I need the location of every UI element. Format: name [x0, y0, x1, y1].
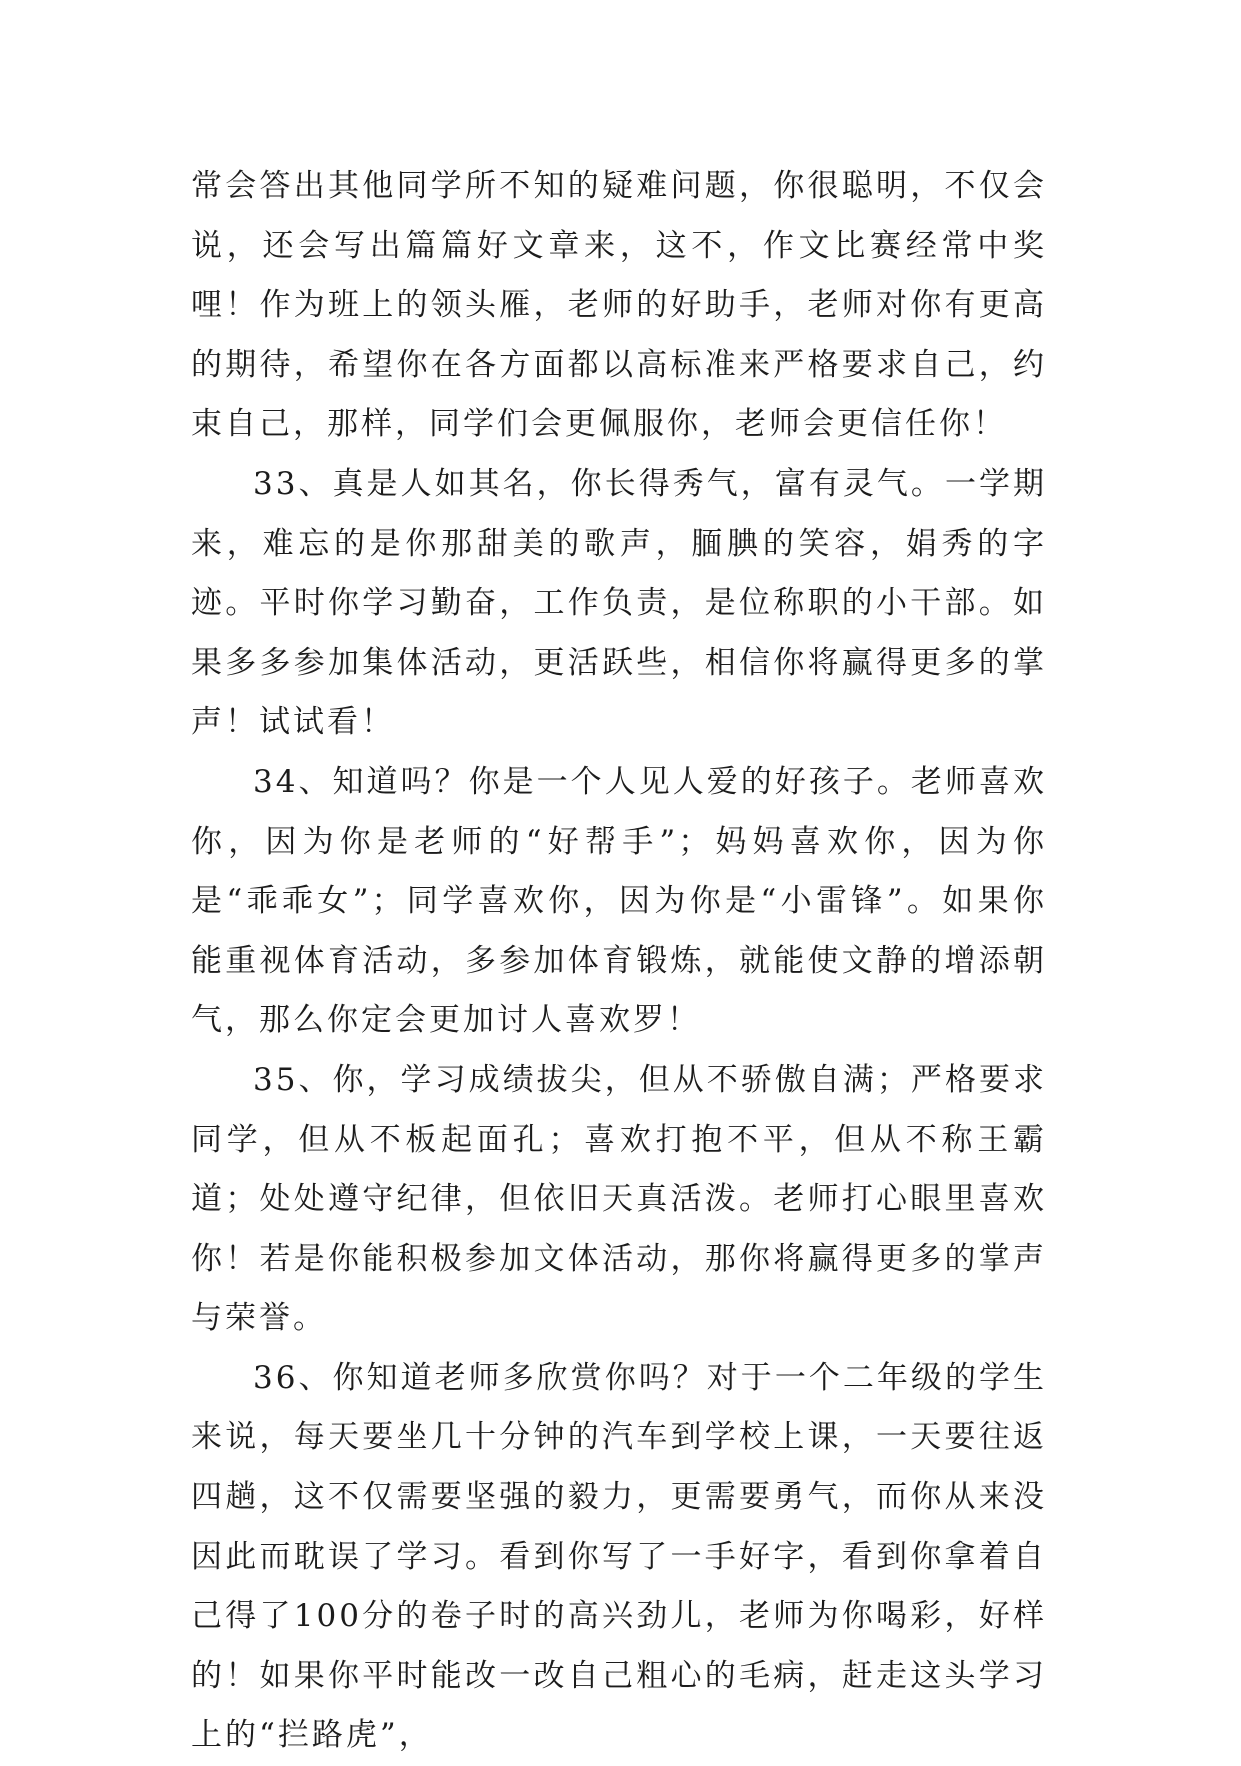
paragraph-35: 35、你，学习成绩拔尖，但从不骄傲自满；严格要求同学，但从不板起面孔；喜欢打抱不平，但从不称王霸道；处处遵守纪律，但依旧天真活泼。老师打心眼里喜欢你！若是你能积极参加文体活动，那你将赢得更多的掌声与荣誉。 [191, 1061, 1047, 1337]
paragraph-continued: 常会答出其他同学所不知的疑难问题，你很聪明，不仅会说，还会写出篇篇好文章来，这不，作文比赛经常中奖哩！作为班上的领头雁，老师的好助手，老师对你有更高的期待，希望你在各方面都以高标准来严格要求自己，约束自己，那样，同学们会更佩服你，老师会更信任你！ [191, 168, 1047, 443]
paragraph-33: 33、真是人如其名，你长得秀气，富有灵气。一学期来，难忘的是你那甜美的歌声，腼腆的笑容，娟秀的字迹。平时你学习勤奋，工作负责，是位称职的小干部。如果多多参加集体活动，更活跃些，相信你将赢得更多的掌声！试试看！ [191, 465, 1047, 741]
paragraph-34: 34、知道吗？你是一个人见人爱的好孩子。老师喜欢你，因为你是老师的“好帮手”；妈妈喜欢你，因为你是“乖乖女”；同学喜欢你，因为你是“小雷锋”。如果你能重视体育活动，多参加体育锻炼，就能使文静的增添朝气，那么你定会更加讨人喜欢罗！ [191, 763, 1047, 1039]
document-body [191, 157, 1047, 1766]
paragraph-36: 36、你知道老师多欣赏你吗？对于一个二年级的学生来说，每天要坐几十分钟的汽车到学校上课，一天要往返四趟，这不仅需要坚强的毅力，更需要勇气，而你从来没因此而耽误了学习。看到你写了一手好字，看到你拿着自己得了100分的卷子时的高兴劲儿，老师为你喝彩，好样的！如果你平时能改一改自己粗心的毛病，赶走这头学习上的“拦路虎”， [191, 1359, 1047, 1754]
